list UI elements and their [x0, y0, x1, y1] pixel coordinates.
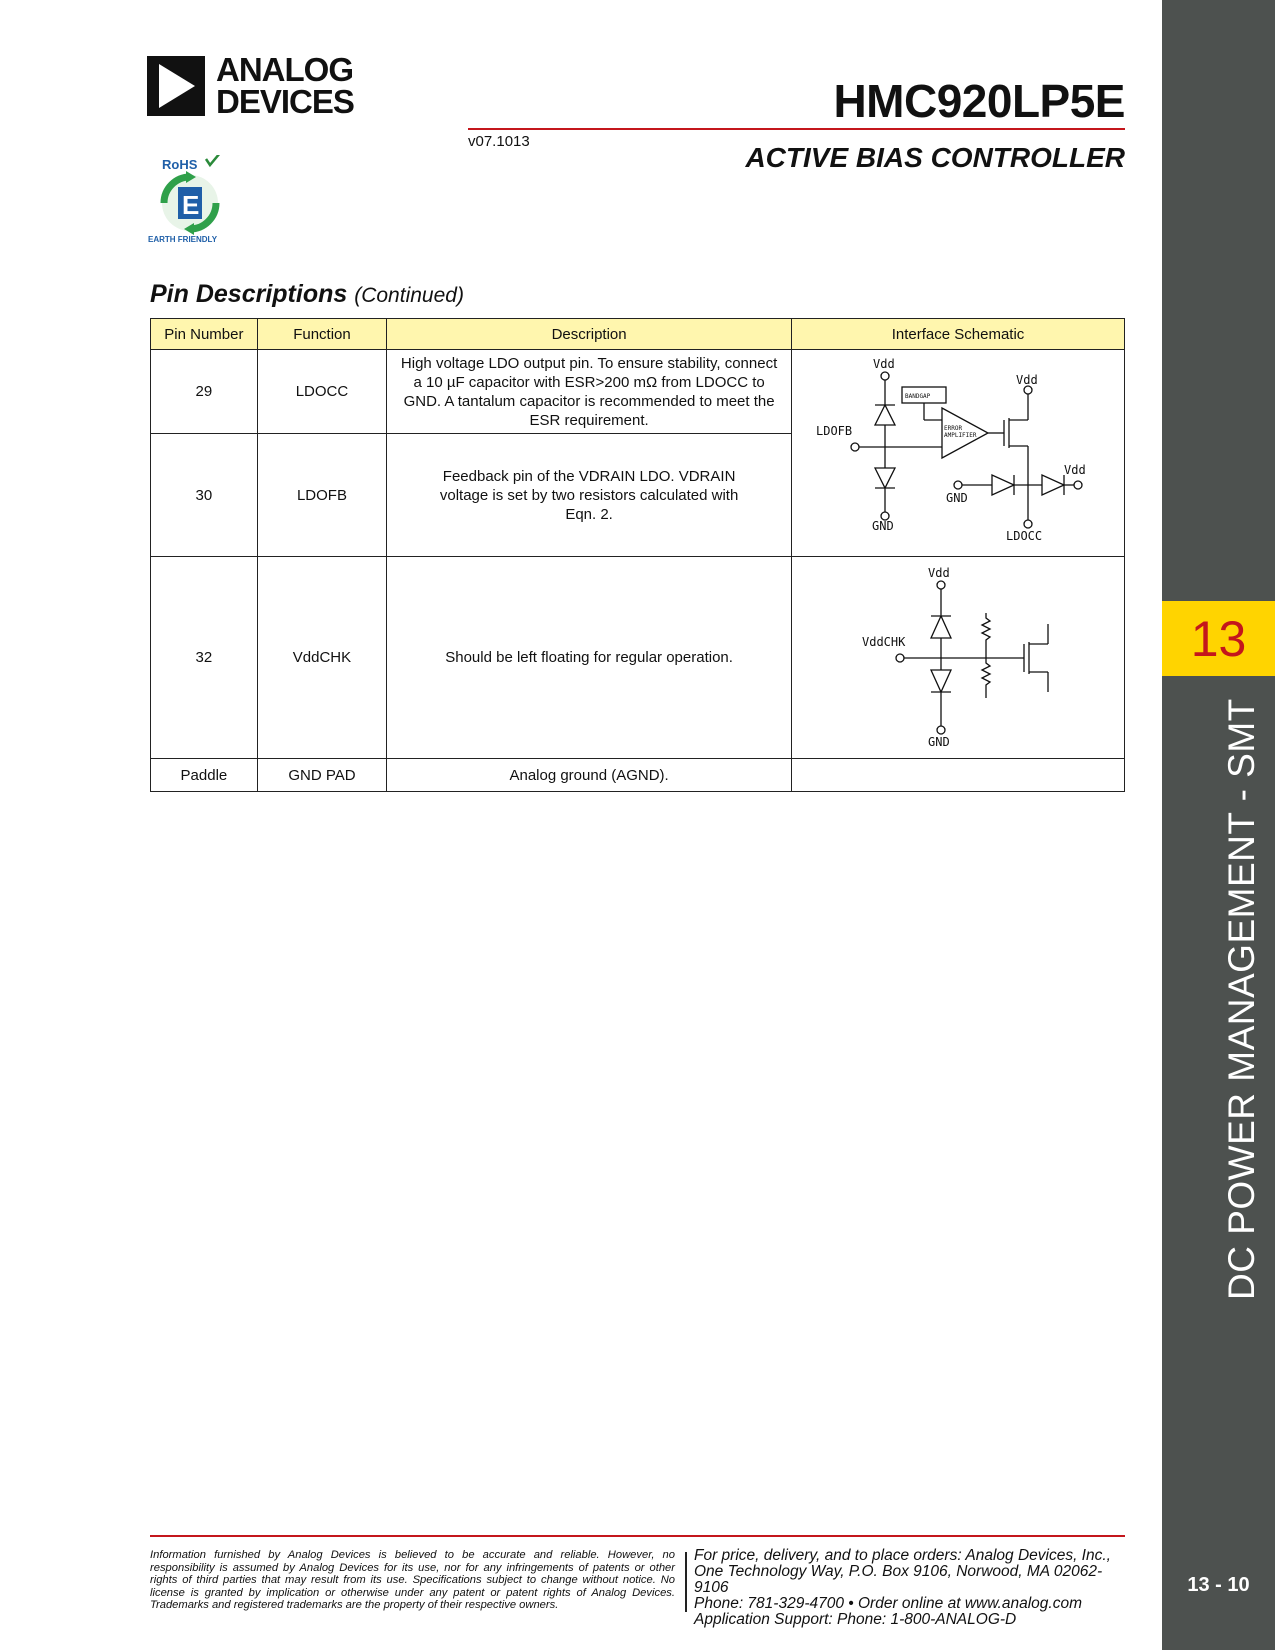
- part-number: HMC920LP5E: [833, 75, 1125, 127]
- header-divider: [468, 128, 1125, 130]
- header-pin-number: Pin Number: [151, 319, 258, 350]
- schematic-gnd-mid: GND: [946, 491, 968, 505]
- footer-order-line-1: For price, delivery, and to place orders: Analog Devices, Inc.,: [694, 1547, 1111, 1564]
- pin-cell: 32: [151, 557, 258, 759]
- footer-disclaimer: Information furnished by Analog Devices is believed to be accurate and reliable. However, no responsibility is assumed by Analog Devices for its use, nor for any infringements of patents or other rights of third parties that may result from its use. Specifications subject to change without notice. No license is granted by implication or otherwise under any patent or patent rights of Analog Devices. Trademarks and registered trademarks are the property of their respective owners.: [150, 1549, 675, 1611]
- function-cell: LDOCC: [257, 350, 386, 434]
- schematic-ldocc-label: LDOCC: [1006, 529, 1043, 543]
- schematic-cell-ldo: [792, 350, 1125, 557]
- description-cell: Analog ground (AGND).: [387, 759, 792, 792]
- function-cell: LDOFB: [257, 434, 386, 557]
- table-header-row: [151, 319, 1125, 350]
- schematic-vdd-top: Vdd: [873, 357, 895, 371]
- vddchk-schematic: [792, 558, 1122, 758]
- rohs-earth-friendly-icon: [148, 155, 233, 245]
- section-continued: (Continued): [354, 284, 464, 307]
- table-row: [151, 557, 1125, 759]
- function-cell: VddCHK: [257, 557, 386, 759]
- ldo-schematic: [792, 350, 1122, 556]
- footer-contact: [694, 1548, 1126, 1628]
- category-label: DC POWER MANAGEMENT - SMT: [1221, 698, 1262, 1300]
- svg-text:E: E: [182, 190, 200, 220]
- schematic-gnd-left: GND: [872, 519, 894, 533]
- logo-line-1: ANALOG: [216, 51, 353, 88]
- description-cell: Feedback pin of the VDRAIN LDO. VDRAIN voltage is set by two resistors calculated with Eqn. 2.: [387, 434, 792, 557]
- header-description: Description: [387, 319, 792, 350]
- footer-order-line-4: Application Support: Phone: 1-800-ANALOG-D: [694, 1611, 1017, 1628]
- section-title-text: Pin Descriptions: [150, 280, 348, 308]
- section-number-box: [1162, 601, 1275, 676]
- version-label: v07.1013: [468, 133, 530, 150]
- pin-cell: Paddle: [151, 759, 258, 792]
- schematic-amplifier-label: AMPLIFIER: [944, 432, 977, 439]
- description-cell: High voltage LDO output pin. To ensure stability, connect a 10 µF capacitor with ESR>200 mΩ from LDOCC to GND. A tantalum capacitor is recommended to meet the ESR requirement.: [387, 350, 792, 434]
- description-cell: Should be left floating for regular operation.: [387, 557, 792, 759]
- table-row: [151, 350, 1125, 434]
- section-number: 13: [1190, 610, 1247, 667]
- schematic-vdd-diode: Vdd: [1064, 463, 1086, 477]
- footer-vertical-divider: [685, 1552, 687, 1612]
- footer-order-line-2: One Technology Way, P.O. Box 9106, Norwood, MA 02062-9106: [694, 1563, 1103, 1596]
- schematic-vdd-right: Vdd: [1016, 373, 1038, 387]
- section-title: [150, 280, 464, 309]
- table-row: [151, 759, 1125, 792]
- schematic-cell-vddchk: [792, 557, 1125, 759]
- schematic-error-label: ERROR: [944, 425, 963, 432]
- schematic-ldofb-label: LDOFB: [816, 424, 853, 438]
- pin-cell: 30: [151, 434, 258, 557]
- header-interface-schematic: Interface Schematic: [792, 319, 1125, 350]
- header-function: Function: [257, 319, 386, 350]
- document-subtitle: ACTIVE BIAS CONTROLLER: [745, 142, 1125, 173]
- schematic-cell-empty: [792, 759, 1125, 792]
- function-cell: GND PAD: [257, 759, 386, 792]
- schematic2-gnd-label: GND: [928, 734, 950, 749]
- schematic2-vddchk-label: VddCHK: [862, 634, 906, 649]
- svg-text:RoHS: RoHS: [162, 157, 198, 172]
- pin-descriptions-table: [150, 318, 1125, 792]
- logo-text: [216, 51, 354, 120]
- footer-order-line-3: Phone: 781-329-4700 • Order online at www.analog.com: [694, 1595, 1082, 1612]
- logo-line-2: DEVICES: [216, 83, 354, 120]
- pin-cell: 29: [151, 350, 258, 434]
- footer-divider: [150, 1535, 1125, 1537]
- schematic2-vdd-label: Vdd: [928, 565, 950, 580]
- page-number: 13 - 10: [1187, 1574, 1250, 1596]
- svg-text:EARTH FRIENDLY: EARTH FRIENDLY: [148, 235, 218, 244]
- schematic-bandgap-label: BANDGAP: [905, 393, 931, 400]
